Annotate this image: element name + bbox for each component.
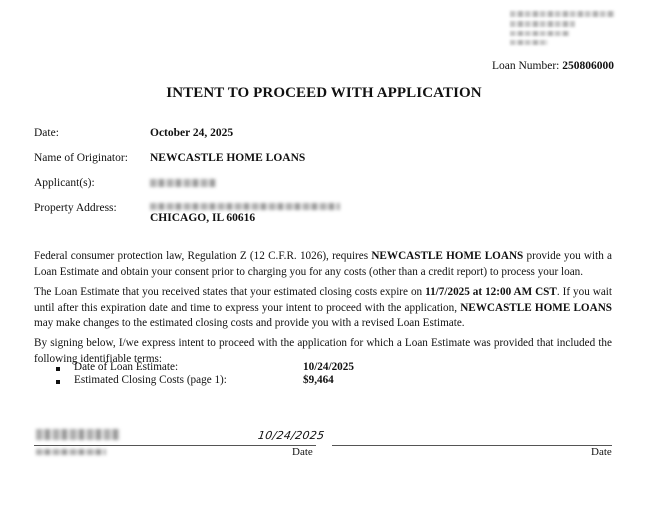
bullet-icon	[56, 367, 60, 371]
property-city: CHICAGO, IL 60616	[150, 212, 256, 224]
originator-label: Name of Originator:	[34, 152, 128, 164]
originator-name-bold: NEWCASTLE HOME LOANS	[371, 250, 524, 262]
originator-name-bold: NEWCASTLE HOME LOANS	[460, 301, 612, 314]
applicant-signature-redacted	[36, 429, 120, 440]
paragraph-text: Federal consumer protection law, Regulation Z (12 C.F.R. 1026), requires	[34, 250, 372, 262]
term-label: Date of Loan Estimate:	[74, 361, 179, 373]
printed-name-redacted	[36, 449, 106, 455]
loan-number	[492, 60, 614, 72]
paragraph-text: The Loan Estimate that you received states that your estimated closing costs expire on	[34, 286, 426, 298]
property-address-label: Property Address:	[34, 202, 117, 214]
date-caption-left: Date	[292, 446, 313, 458]
paragraph-text: . If you wait until after this expiration date and time to express your intent to proceed with the application,	[34, 286, 612, 314]
expiration-paragraph	[34, 285, 612, 332]
signature-line-right[interactable]	[332, 445, 612, 446]
applicants-value-redacted	[150, 179, 216, 187]
regulation-paragraph	[34, 249, 612, 280]
date-caption-right: Date	[591, 446, 612, 458]
loan-number-label: Loan Number:	[491, 60, 560, 72]
signature-line-left	[34, 445, 316, 446]
lender-address-line-2	[510, 21, 575, 27]
originator-value: NEWCASTLE HOME LOANS	[150, 152, 306, 164]
paragraph-text: may make changes to the estimated closing costs and provide you with a revised Loan Estimate.	[34, 317, 465, 329]
expiration-datetime: 11/7/2025 at 12:00 AM CST	[425, 286, 557, 298]
lender-address-line-1	[510, 11, 615, 17]
applicants-label: Applicant(s):	[34, 177, 95, 189]
lender-address-line-4	[510, 40, 548, 45]
lender-address-line-3	[510, 31, 570, 36]
property-street-redacted	[150, 203, 340, 210]
loan-number-value: 250806000	[562, 60, 614, 72]
paragraph-text: provide you with a Loan Estimate and obtain your consent prior to charging you for any costs (other than a credit report) to process your loan.	[34, 250, 613, 278]
signed-date: 10/24/2025	[257, 429, 326, 442]
date-value: October 24, 2025	[150, 127, 234, 139]
term-label: Estimated Closing Costs (page 1):	[74, 374, 227, 386]
document-title: INTENT TO PROCEED WITH APPLICATION	[166, 85, 482, 101]
term-value: 10/24/2025	[303, 361, 354, 373]
bullet-icon	[56, 380, 60, 384]
consent-paragraph: By signing below, I/we express intent to proceed with the application for which a Loan Estimate was provided that included the following identifiable terms:	[34, 337, 612, 365]
date-label: Date:	[34, 127, 59, 139]
term-value: $9,464	[303, 374, 334, 386]
